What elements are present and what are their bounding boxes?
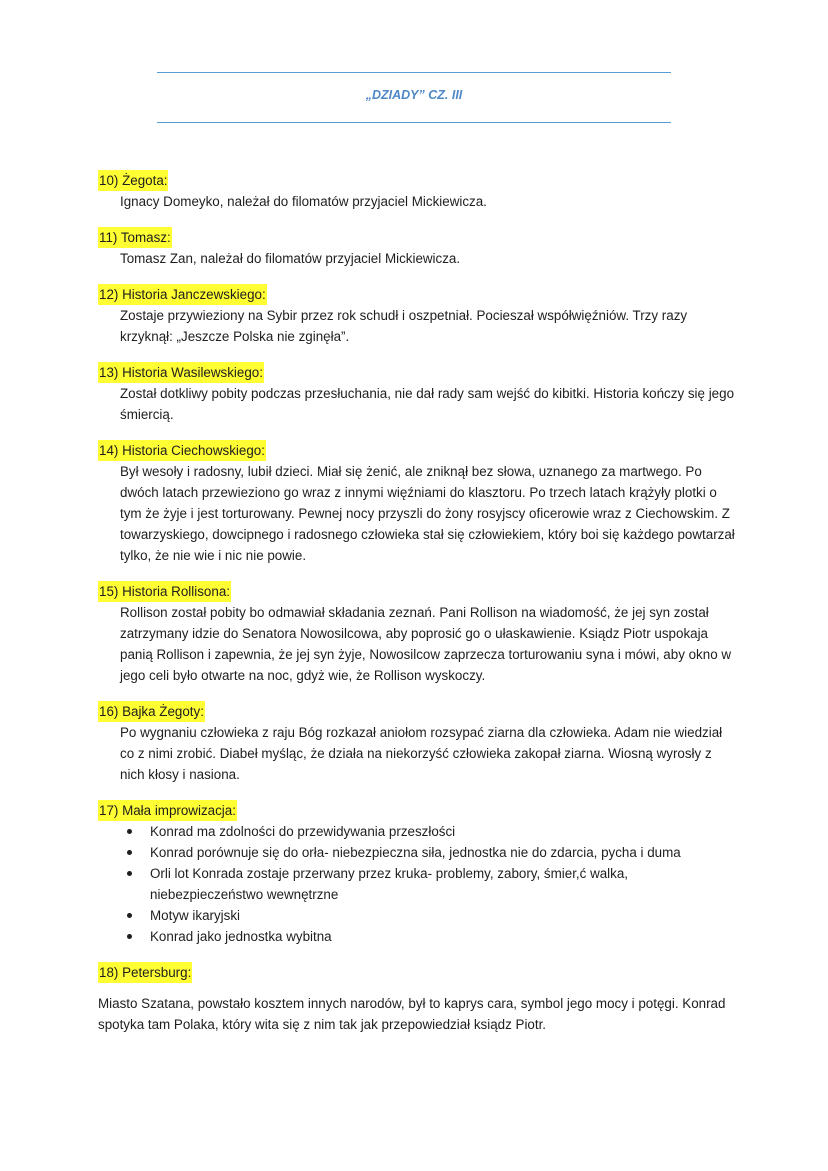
section-text: Zostaje przywieziony na Sybir przez rok schudł i oszpetniał. Pocieszał współwięźniów. Trzy razy krzyknął: „Jeszcze Polska nie zginęła”. xyxy=(120,308,688,344)
section-text: Po wygnaniu człowieka z raju Bóg rozkazał aniołom rozsypać ziarna dla człowieka. Adam nie wiedział co z nimi zrobić. Diabeł myśląc, że działa na niekorzyść człowieka zakopał ziarna. Wiosną wyrosły z nich kłosy i nasiona. xyxy=(120,725,723,782)
section-ciechowski xyxy=(98,440,738,566)
page-title: „DZIADY” CZ. III xyxy=(365,88,463,102)
section-text: Tomasz Zan, należał do filomatów przyjaciel Mickiewicza. xyxy=(120,251,461,266)
section-heading: 13) Historia Wasilewskiego: xyxy=(98,362,264,383)
list-item: Orli lot Konrada zostaje przerwany przez kruka- problemy, zabory, śmier,ć walka, niebezpieczeństwo wewnętrzne xyxy=(122,863,738,905)
list-item: Konrad porównuje się do orła- niebezpieczna siła, jednostka nie do zdarcia, pycha i duma xyxy=(122,842,738,863)
section-petersburg xyxy=(98,962,738,1035)
section-heading: 16) Bajka Żegoty: xyxy=(98,701,205,722)
section-mala-improwizacja xyxy=(98,800,738,947)
section-zegota xyxy=(98,170,738,212)
header-bottom-rule xyxy=(157,122,671,123)
section-text: Ignacy Domeyko, należał do filomatów przyjaciel Mickiewicza. xyxy=(120,194,487,209)
section-heading: 12) Historia Janczewskiego: xyxy=(98,284,267,305)
document-content xyxy=(98,170,738,1050)
section-rollison xyxy=(98,581,738,686)
list-item: Konrad ma zdolności do przewidywania przeszłości xyxy=(122,821,738,842)
section-tomasz xyxy=(98,227,738,269)
list-item: Konrad jako jednostka wybitna xyxy=(122,926,738,947)
section-text: Był wesoły i radosny, lubił dzieci. Miał się żenić, ale zniknął bez słowa, uznanego za martwego. Po dwóch latach przewieziono go wraz z innymi więźniami do klasztoru. Po trzech latach krążyły plotki o tym że żyje i jest torturowany. Pewnej nocy przyszli do żony rosyjscy oficerowie wraz z Ciechowskim. Z towarzyskiego, dowcipnego i radosnego człowieka stał się człowiekiem, który boi się każdego powtarzał tylko, że nie wie i nic nie powie. xyxy=(120,464,735,563)
header-top-rule xyxy=(157,72,671,73)
section-wasilewski xyxy=(98,362,738,425)
section-heading: 14) Historia Ciechowskiego: xyxy=(98,440,266,461)
section-text: Miasto Szatana, powstało kosztem innych narodów, był to kaprys cara, symbol jego mocy i potęgi. Konrad spotyka tam Polaka, który wita się z nim tak jak przepowiedział ksiądz Piotr. xyxy=(98,996,726,1032)
section-heading: 11) Tomasz: xyxy=(98,227,172,248)
section-heading: 18) Petersburg: xyxy=(98,962,192,983)
section-heading: 15) Historia Rollisona: xyxy=(98,581,231,602)
section-heading: 10) Żegota: xyxy=(98,170,168,191)
section-janczewski xyxy=(98,284,738,347)
list-item: Motyw ikaryjski xyxy=(122,905,738,926)
section-text: Został dotkliwy pobity podczas przesłuchania, nie dał rady sam wejść do kibitki. Historia kończy się jego śmiercią. xyxy=(120,386,735,422)
section-text: Rollison został pobity bo odmawiał składania zeznań. Pani Rollison na wiadomość, że jej syn został zatrzymany idzie do Senatora Nowosilcowa, aby poprosić go o ułaskawienie. Ksiądz Piotr uspokaja panią Rollison i zapewnia, że jej syn żyje, Nowosilcow zaprzecza torturowaniu syna i mówi, aby okno w jego celi było otwarte na noc, gdyż wie, że Rollison wyskoczy. xyxy=(120,605,732,683)
bullet-list xyxy=(122,821,738,947)
section-bajka-zegoty xyxy=(98,701,738,785)
section-heading: 17) Mała improwizacja: xyxy=(98,800,237,821)
